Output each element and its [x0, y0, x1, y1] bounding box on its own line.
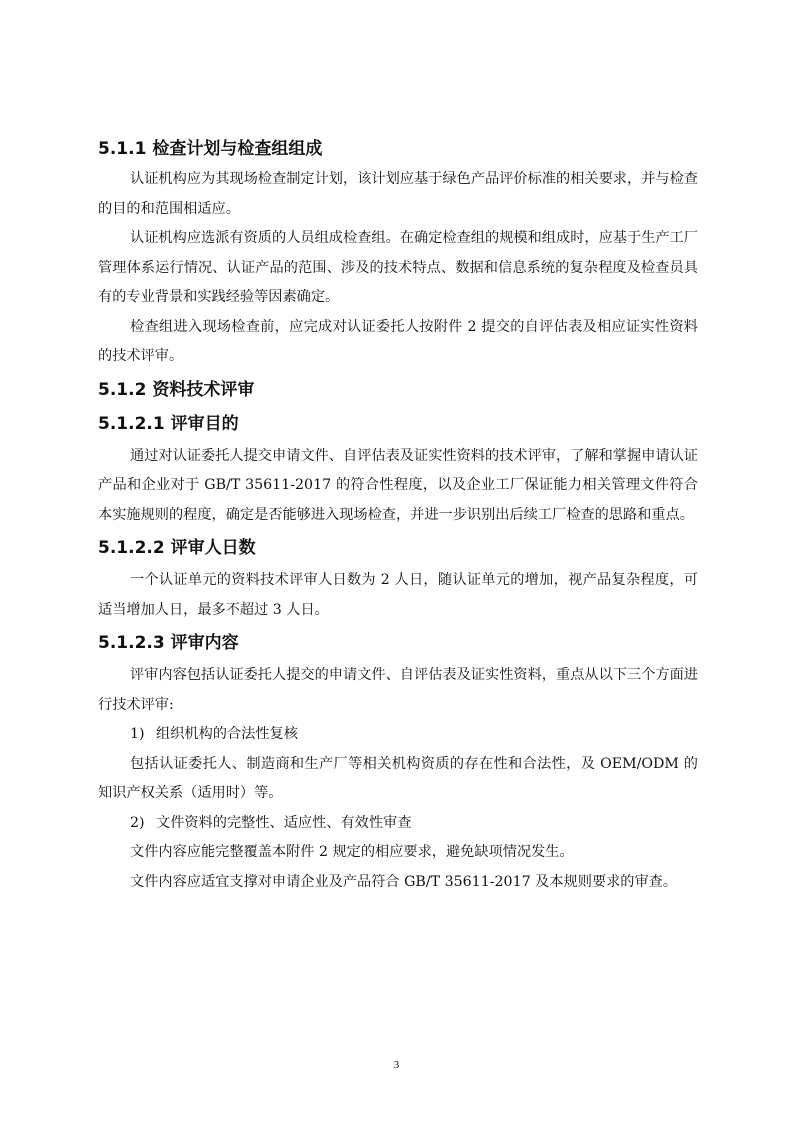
list-item-title: 组织机构的合法性复核	[156, 726, 298, 742]
heading-5-1-2-1: 5.1.2.1 评审目的	[98, 413, 239, 434]
paragraph: 包括认证委托人、制造商和生产厂等相关机构资质的存在性和合法性，及 OEM/ODM 的知识产权关系（适用时）等。	[98, 755, 698, 801]
heading-5-1-1: 5.1.1 检查计划与检查组组成	[98, 139, 323, 159]
paragraph: 检查组进入现场检查前，应完成对认证委托人按附件 2 提交的自评估表及相应证实性资料的技术评审。	[98, 318, 698, 364]
list-number: 2)	[130, 814, 145, 831]
paragraph: 认证机构应为其现场检查制定计划，该计划应基于绿色产品评价标准的相关要求，并与检查的目的和范围相适应。	[98, 171, 698, 217]
paragraph: 文件内容应适宜支撑对申请企业及产品符合 GB/T 35611-2017 及本规则要求的审查。	[130, 873, 678, 890]
list-item-2	[98, 809, 698, 839]
heading-5-1-2-3: 5.1.2.3 评审内容	[98, 633, 239, 653]
document-page	[98, 133, 698, 897]
paragraph: 认证机构应选派有资质的人员组成检查组。在确定检查组的规模和组成时，应基于生产工厂管理体系运行情况、认证产品的范围、涉及的技术特点、数据和信息系统的复杂程度及检查员具有的专业背景和实践经验等因素确定。	[98, 230, 698, 305]
paragraph: 通过对认证委托人提交申请文件、自评估表及证实性资料的技术评审，了解和掌握申请认证产品和企业对于 GB/T 35611-2017 的符合性程度，以及企业工厂保证能力相关管理文件符合本实施规则的程度，确定是否能够进入现场检查，并进一步识别出后续工厂检查的思路和重点。	[98, 447, 698, 523]
paragraph: 文件内容应能完整覆盖本附件 2 规定的相应要求，避免缺项情况发生。	[130, 844, 574, 860]
page-number: 3	[393, 1059, 400, 1071]
list-item-title: 文件资料的完整性、适应性、有效性审查	[156, 814, 412, 831]
heading-5-1-2-2: 5.1.2.2 评审人日数	[98, 538, 256, 558]
paragraph: 评审内容包括认证委托人提交的申请文件、自评估表及证实性资料，重点从以下三个方面进行技术评审:	[98, 667, 698, 713]
list-item-1	[98, 720, 698, 750]
paragraph: 一个认证单元的资料技术评审人日数为 2 人日，随认证单元的增加，视产品复杂程度，可适当增加人日，最多不超过 3 人日。	[98, 572, 698, 618]
heading-5-1-2: 5.1.2 资料技术评审	[98, 379, 255, 400]
list-number: 1)	[130, 726, 145, 742]
